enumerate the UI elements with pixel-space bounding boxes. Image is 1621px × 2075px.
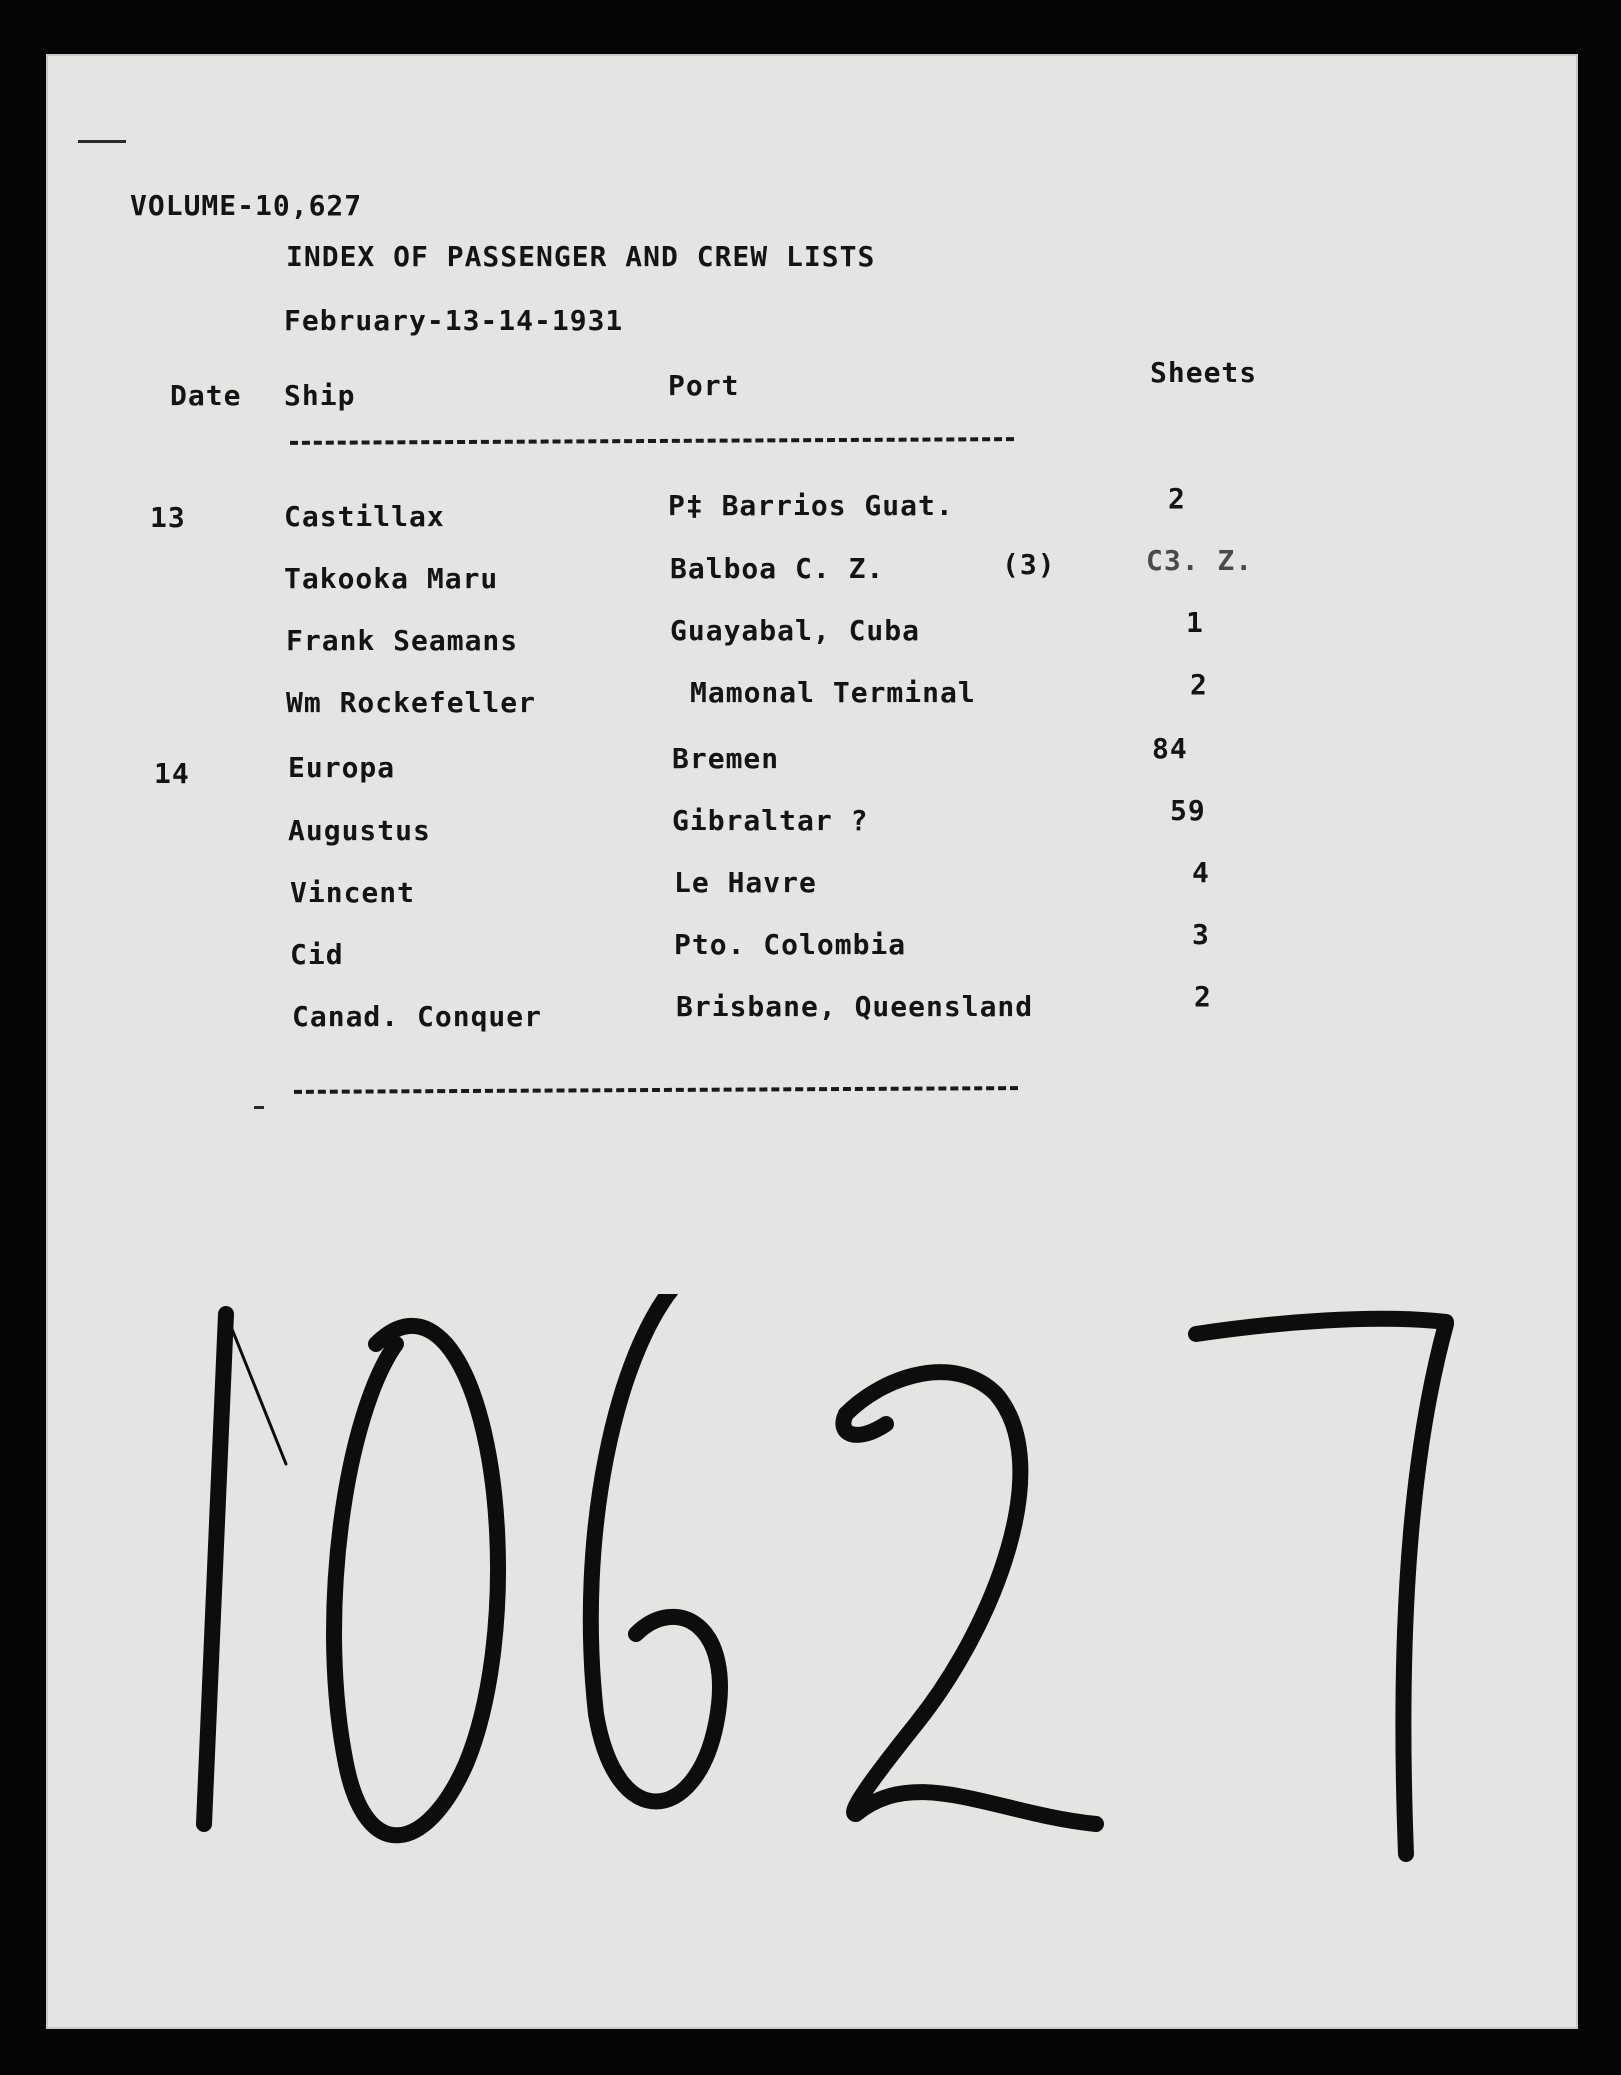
document-page [46,54,1578,2029]
row-6-sheets: 59 [1170,794,1206,827]
row-6-ship: Augustus [288,814,431,847]
row-8-port: Pto. Colombia [674,928,907,961]
header-divider [290,437,1014,445]
row-5-sheets: 84 [1152,732,1188,765]
row-4-ship: Wm Rockefeller [286,686,537,719]
row-1-port: P‡ Barrios Guat. [668,489,954,522]
row-5-ship: Europa [288,751,396,784]
row-1-date: 13 [150,501,186,534]
row-4-port: Mamonal Terminal [690,676,976,709]
stray-mark [254,1106,264,1109]
row-7-ship: Vincent [290,876,416,909]
row-3-port: Guayabal, Cuba [670,614,921,647]
row-9-ship: Canad. Conquer [292,1000,543,1033]
row-9-sheets: 2 [1194,980,1212,1013]
handwritten-volume-number [196,1294,1496,1934]
footer-divider [294,1086,1018,1094]
volume-label: VOLUME-10,627 [130,189,363,222]
row-5-date: 14 [154,757,190,790]
date-range: February-13-14-1931 [284,304,624,337]
row-1-sheets: 2 [1168,482,1186,515]
row-2-port: Balboa C. Z. [670,552,885,585]
row-2-ship: Takooka Maru [284,562,499,595]
row-6-port: Gibraltar ? [672,804,869,837]
row-7-sheets: 4 [1192,856,1210,889]
stray-mark [78,140,126,143]
row-7-port: Le Havre [674,866,817,899]
row-8-ship: Cid [290,938,344,971]
row-9-port: Brisbane, Queensland [676,990,1034,1023]
row-2-note: (3) [1002,548,1056,581]
row-1-ship: Castillax [284,500,445,533]
column-header-ship: Ship [284,379,356,412]
row-3-sheets: 1 [1186,606,1204,639]
row-3-ship: Frank Seamans [286,624,519,657]
row-2-sheets: C3. Z. [1146,544,1254,577]
column-header-date: Date [170,379,242,412]
column-header-sheets: Sheets [1150,356,1258,389]
column-header-port: Port [668,369,740,402]
row-4-sheets: 2 [1190,668,1208,701]
document-title: INDEX OF PASSENGER AND CREW LISTS [286,240,876,273]
row-8-sheets: 3 [1192,918,1210,951]
row-5-port: Bremen [672,742,780,775]
